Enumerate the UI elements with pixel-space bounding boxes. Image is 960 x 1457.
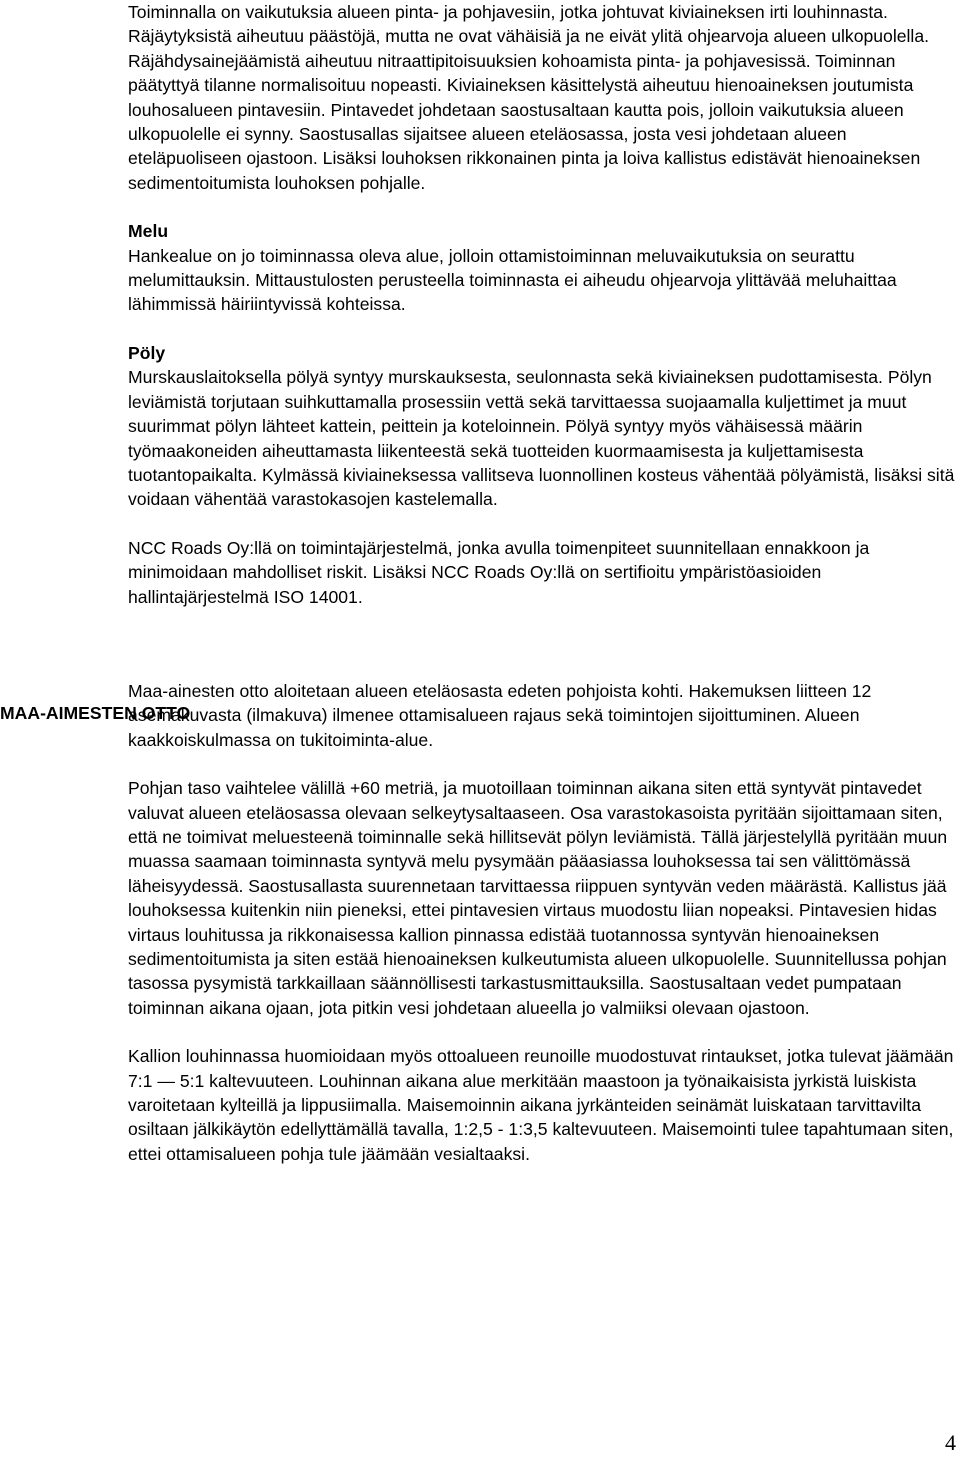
- spacer: [128, 1020, 956, 1044]
- section-melu: [128, 219, 956, 317]
- otto-paragraph-2: Pohjan taso vaihtelee välillä +60 metriä, ja muotoillaan toiminnan aikana siten että syntyvät pintavedet valuvat alueen eteläosassa olevaan selkeytysaltaaseen. Osa varastokasoista pyritään sijoittamaan siten, että ne toimivat meluesteenä toiminnalle sekä hillitsevät pölyn leviämistä. Tällä järjestelyllä pyritään muun muassa saamaan toiminnasta syntyvä melu pysymään pääasiassa louhoksessa tai sen välittömässä läheisyydessä. Saostusallasta suurennetaan tarvittaessa riippuen syntyvän veden määrästä. Kallistus jää louhoksessa kuitenkin niin pieneksi, ettei pintavesien virtaus muodostu liian nopeaksi. Pintavesien hidas virtaus louhitussa ja rikkonaisessa kallion pinnassa edistää tuotannossa syntyvän hienoaineksen sedimentoitumista ja siten estää hienoaineksen kulkeutumista alueen ulkopuolelle. Suunnitellussa pohjan tasossa pysymistä tarkkaillaan säännöllisesti tarkastusmittauksilla. Saostusaltaan vedet pumpataan toiminnan aikana ojaan, jota pitkin vesi johdetaan alueella jo valmiiksi olevaan ojastoon.: [128, 778, 948, 1018]
- section-heading-maa-ainesten-otto: MAA-AIMESTEN OTTO: [0, 703, 191, 723]
- spacer: [128, 195, 956, 219]
- spacer: [128, 609, 956, 679]
- spacer: [128, 317, 956, 341]
- melu-paragraph: Hankealue on jo toiminnassa oleva alue, jolloin ottamistoiminnan meluvaikutuksia on seurattu melumittauksin. Mittaustulosten perusteella toiminnasta ei aiheudu ohjearvoja ylittävää meluhaittaa lähimmissä häiriintyvissä kohteissa.: [128, 245, 897, 315]
- heading-poly: Pöly: [128, 342, 166, 363]
- spacer: [128, 752, 956, 776]
- heading-melu: Melu: [128, 221, 169, 242]
- poly-paragraph: Murskauslaitoksella pölyä syntyy murskauksesta, seulonnasta sekä kiviaineksen pudottamisesta. Pölyn leviämistä torjutaan suihkuttamalla prosessiin vettä sekä tarvittaessa suojaamalla kuljettimet ja muut suurimmat pölyn lähteet kattein, peittein ja koteloinnein. Pölyä syntyy myös vähäisessä määrin työmaakoneiden aiheuttamasta liikenteestä sekä tuotteiden kuormaamisesta ja kuljettamisesta tuotantopaikalta. Kylmässä kiviaineksessa vallitseva luonnollinen kosteus vähentää pölyämistä, lisäksi sitä voidaan vähentää varastokasojen kastelemalla.: [128, 367, 955, 510]
- spacer: [128, 512, 956, 536]
- ncc-paragraph: NCC Roads Oy:llä on toimintajärjestelmä, jonka avulla toimenpiteet suunnitellaan ennakkoon ja minimoidaan mahdolliset riskit. Lisäksi NCC Roads Oy:llä on sertifioitu ympäristöasioiden hallintajärjestelmä ISO 14001.: [128, 537, 870, 607]
- page-number: 4: [945, 1430, 956, 1455]
- intro-paragraph: Toiminnalla on vaikutuksia alueen pinta- ja pohjavesiin, jotka johtuvat kiviaineksen irti louhinnasta. Räjäytyksistä aiheutuu päästöjä, mutta ne ovat vähäisiä ja ne eivät ylitä ohjearvoja alueen ulkopuolella. Räjähdysainejäämistä aiheutuu nitraattipitoisuuksien kohoamista pinta- ja pohjavesissä. Toiminnan päätyttyä tilanne normalisoituu nopeasti. Kiviaineksen käsittelystä aiheutuu hienoaineksen joutumista louhosalueen pintavesiin. Pintavedet johdetaan saostusaltaan kautta pois, jolloin vaikutuksia alueen ulkopuolelle ei synny. Saostusallas sijaitsee alueen eteläosassa, josta vesi johdetaan alueen eteläpuoliseen ojastoon. Lisäksi louhoksen rikkonainen pinta ja loiva kallistus edistävät hienoaineksen sedimentoitumista louhoksen pohjalle.: [128, 2, 930, 193]
- otto-paragraph-3: Kallion louhinnassa huomioidaan myös ottoalueen reunoille muodostuvat rintaukset, jotka tulevat jäämään 7:1 — 5:1 kaltevuuteen. Louhinnan aikana alue merkitään maastoon ja työnaikaisista jyrkistä luiskista varoitetaan kylteillä ja lippusiimalla. Maisemoinnin aikana jyrkänteiden seinämät luiskataan tarvittavilta osiltaan jälkikäytön edellyttämällä tavalla, 1:2,5 - 1:3,5 kaltevuuteen. Maisemointi tulee tapahtumaan siten, ettei ottamisalueen pohja tule jäämään vesialtaaksi.: [128, 1046, 954, 1164]
- section-poly: [128, 341, 956, 512]
- otto-paragraph-1: Maa-ainesten otto aloitetaan alueen eteläosasta edeten pohjoista kohti. Hakemuksen liitteen 12 asemakuvasta (ilmakuva) ilmenee ottamisalueen rajaus sekä toimintojen sijoittuminen. Alueen kaakkoiskulmassa on tukitoiminta-alue.: [128, 680, 872, 750]
- main-column: [128, 0, 956, 1166]
